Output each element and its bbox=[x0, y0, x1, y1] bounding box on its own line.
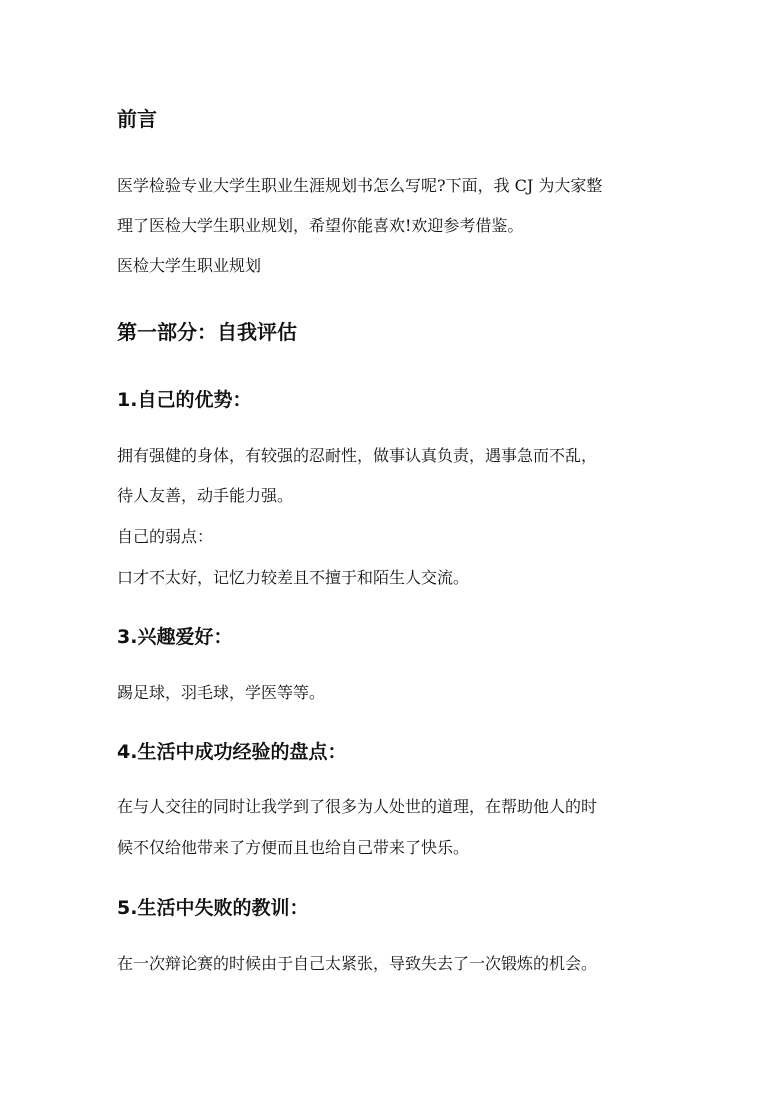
strengths-heading: 1.自己的优势： bbox=[117, 389, 252, 411]
strengths-line-1: 拥有强健的身体，有较强的忍耐性，做事认真负责，遇事急而不乱， bbox=[117, 446, 598, 465]
success-line-1: 在与人交往的同时让我学到了很多为人处世的道理，在帮助他人的时 bbox=[117, 797, 598, 816]
part1-heading: 第一部分：自我评估 bbox=[117, 320, 297, 344]
document-subtitle: 医检大学生职业规划 bbox=[117, 256, 262, 275]
success-heading: 4.生活中成功经验的盘点： bbox=[117, 741, 347, 763]
strengths-line-2: 待人友善，动手能力强。 bbox=[117, 486, 294, 505]
hobbies-text: 踢足球，羽毛球，学医等等。 bbox=[117, 683, 326, 702]
failure-heading: 5.生活中失败的教训： bbox=[117, 897, 309, 919]
weakness-label: 自己的弱点： bbox=[117, 527, 214, 546]
intro-line-1: 医学检验专业大学生职业生涯规划书怎么写呢?下面，我 CJ 为大家整 bbox=[117, 176, 603, 195]
weakness-text: 口才不太好，记忆力较差且不擅于和陌生人交流。 bbox=[117, 568, 470, 587]
preface-heading: 前言 bbox=[117, 107, 157, 131]
success-line-2: 候不仅给他带来了方便而且也给自己带来了快乐。 bbox=[117, 838, 470, 857]
intro-line-2: 理了医检大学生职业规划，希望你能喜欢!欢迎参考借鉴。 bbox=[117, 216, 524, 235]
hobbies-heading: 3.兴趣爱好： bbox=[117, 626, 233, 648]
failure-text: 在一次辩论赛的时候由于自己太紧张，导致失去了一次锻炼的机会。 bbox=[117, 954, 598, 973]
